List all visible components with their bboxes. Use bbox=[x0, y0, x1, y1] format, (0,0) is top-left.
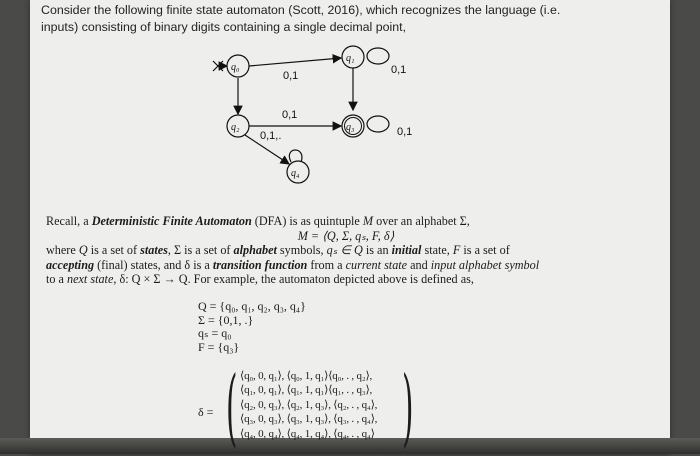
edge-q2-q4-label: 0,1,. bbox=[260, 130, 282, 142]
loop-q1 bbox=[367, 48, 389, 64]
delta-row: ⟨q₂, 0, q₃⟩, ⟨q₂, 1, q₃⟩, ⟨q₂, . , q₄⟩, bbox=[240, 398, 378, 411]
delta-row: ⟨q₁, 0, q₁⟩, ⟨q₁, 1, q₁⟩⟨q₁, . , q₃⟩, bbox=[240, 384, 373, 397]
alphabet-set: Σ = {0,1, .} bbox=[198, 312, 254, 327]
delta-row: ⟨q₄, 0, q₄⟩, ⟨q₄, 1, q₄⟩, ⟨q₄, . , q₄⟩ bbox=[240, 427, 375, 440]
state-q4 bbox=[287, 161, 309, 183]
state-q3-label: q₃ bbox=[346, 122, 355, 133]
state-q2 bbox=[227, 115, 249, 137]
edge-q2-q3-label: 0,1 bbox=[282, 109, 298, 121]
start-arrow bbox=[213, 61, 227, 71]
next-state-line: to a next state, δ: Q × Σ → Q. For example, the automaton depicted above is defined as, bbox=[46, 272, 474, 287]
intro-paragraph bbox=[41, 2, 641, 36]
state-q3 bbox=[342, 115, 364, 137]
intro-line-1: Consider the following finite state automaton (Scott, 2016), which recognizes the language (i.e. bbox=[41, 3, 561, 17]
where-line: where Q is a set of states, Σ is a set of alphabet symbols, qₛ ∈ Q is an initial state, F is a set of bbox=[46, 243, 510, 258]
state-q0-label: q₀ bbox=[231, 62, 240, 73]
definition-text bbox=[46, 214, 646, 287]
initial-state: qₛ = q₀ bbox=[198, 326, 232, 341]
loop-q1-label: 0,1 bbox=[391, 64, 407, 76]
quintuple-formula: M = ⟨Q, Σ, qₛ, F, δ⟩ bbox=[297, 228, 395, 243]
delta-rows bbox=[240, 369, 377, 441]
loop-q3 bbox=[367, 116, 389, 132]
recall-line: Recall, a Deterministic Finite Automaton (DFA) is as quintuple M over an alphabet Σ, bbox=[46, 214, 470, 228]
automaton-sets bbox=[198, 300, 306, 354]
states-set: Q = {q₀, q₁, q₂, q₃, q₄} bbox=[198, 299, 306, 313]
left-brace: ( bbox=[226, 358, 238, 456]
state-q0 bbox=[227, 55, 249, 77]
delta-lhs: δ = bbox=[198, 405, 214, 419]
delta-row: ⟨q₀, 0, q₁⟩, ⟨q₀, 1, q₁⟩⟨q₀, . , q₂⟩, bbox=[240, 370, 373, 382]
intro-line-2: inputs) consisting of binary digits containing a single decimal point, bbox=[41, 20, 407, 34]
loop-q3-label: 0,1 bbox=[397, 126, 413, 138]
right-brace: ) bbox=[402, 358, 414, 456]
state-q1-label: q₁ bbox=[346, 53, 355, 64]
state-q2-label: q₂ bbox=[231, 122, 240, 133]
state-q1 bbox=[342, 46, 364, 68]
accepting-set: F = {q₃} bbox=[198, 339, 240, 354]
fsm-diagram bbox=[205, 38, 445, 188]
edge-q0-q1-label: 0,1 bbox=[283, 70, 299, 82]
accepting-line: accepting (final) states, and δ is a transition function from a current state and input alphabet symbol bbox=[46, 257, 540, 272]
edge-q0-q1 bbox=[249, 58, 341, 66]
state-q4-label: q₄ bbox=[291, 168, 300, 179]
delta-row: ⟨q₃, 0, q₃⟩, ⟨q₃, 1, q₃⟩, ⟨q₃, . , q₄⟩, bbox=[240, 413, 378, 426]
loop-q4 bbox=[289, 150, 302, 162]
